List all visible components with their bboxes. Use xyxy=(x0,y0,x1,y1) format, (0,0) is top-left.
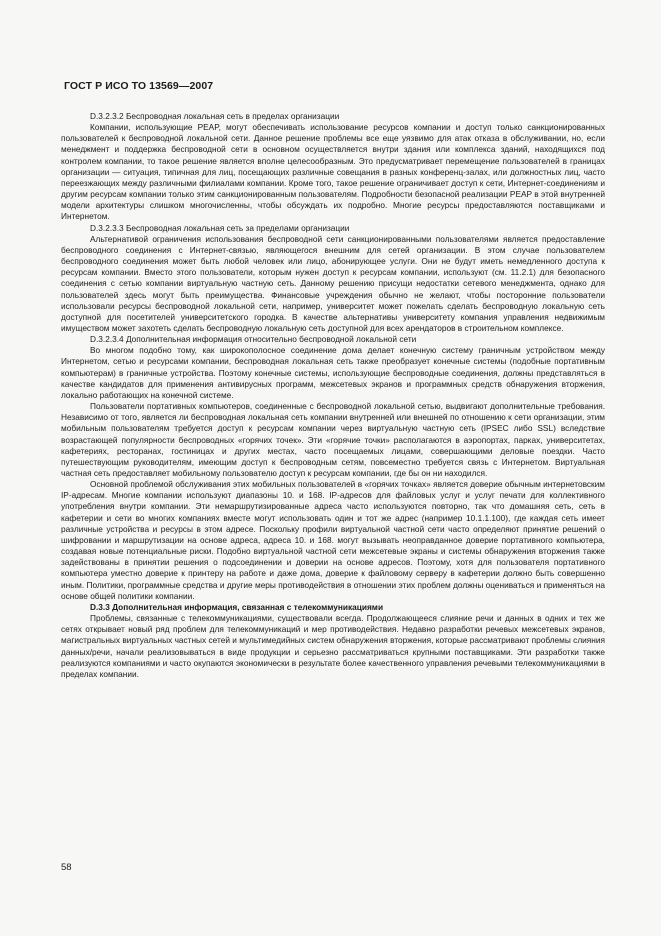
page-header: ГОСТ Р ИСО ТО 13569—2007 xyxy=(64,80,214,92)
paragraph: Основной проблемой обслуживания этих мобильных пользователей в «горячих точках» является доверие обычным интернетовским IP-адресам. Многие компании используют диапазоны 10. и 168. IP-адресов для файловых услуг и услуг печати для коллективного употребления внутри компании. Эти немаршрутизированные адреса часто используются повторно, так что домашняя сеть, сеть в кафетерии и сети во многих компаниях вместе могут использовать один и тот же адрес (например 10.1.1.100), где каждая сеть имеет различные устройства и ресурсы в этом адресе. Поскольку профили виртуальной частной сети часто определяют принятие решений о шифровании и маршрутизации на основе адреса, адреса 10. и 168. могут вызывать неоправданное доверие портативного компьютера, создавая новые потенциальные риски. Подобно виртуальной частной сети межсетевые экраны и системы обнаружения вторжения также задействованы в принятии решения о подсоединении и доверии на основе адресов. Поэтому, хотя для пользователя портативного компьютера уместно доверие к принтеру на работе и даже дома, доверие к файловому серверу в кафетерии должно быть совершенно иным. Политики, программные средства и другие меры противодействия в отношении этих проблем должны оцениваться и применяться на основе общей политики компании. xyxy=(61,479,605,601)
page-number: 58 xyxy=(61,862,72,873)
paragraph: Пользователи портативных компьютеров, соединенные с беспроводной локальной сетью, выдвигают дополнительные требования. Независимо от того, является ли беспроводная локальная сеть компании внутренней или внешней по отношению к сети организации, этим мобильным пользователям требуется доступ к ресурсам компании через виртуальную частную сеть (IPSEC либо SSL) вследствие возрастающей популярности беспроводных «горячих точек». Эти «горячие точки» располагаются в аэропортах, парках, университетах, кафетериях, ресторанах, гостиницах и других местах, часто посещаемых лицами, совершающими деловые поездки. Часто путешествующим руководителям, имеющим доступ к беспроводным сетям, повсеместно требуется связь с Интернетом. Виртуальная частная сеть предоставляет мобильному пользователю доступ к ресурсам компании, где бы он ни находился. xyxy=(61,401,605,478)
section-heading: D.3.2.3.2 Беспроводная локальная сеть в пределах организации xyxy=(90,111,340,121)
document-body xyxy=(61,111,605,680)
paragraph: Компании, использующие PEAP, могут обеспечивать использование ресурсов компании и доступ только санкционированных пользователей к беспроводной локальной сети. Данное решение проблемы все еще уязвимо для атак отказа в обслуживании, но, если менеджмент и поддержка беспроводной сети в основном осуществляется внутри здания или комплекса зданий, находящихся под контролем компании, то такое решение является вполне целесообразным. Это предусматривает перемещение пользователей в границах организации — ситуация, типичная для лиц, посещающих различные совещания в разных конференц-залах, или должностных лиц, часто переезжающих между различными филиалами компании. Кроме того, такое решение ограничивает доступ к сети, Интернет-соединениям и другим ресурсам компании только этим санкционированным пользователям. Подробности безопасной реализации PEAP в этой внутренней модели архитектуры слишком многочисленны, чтобы обсуждать их подробно. Многие ресурсы предоставляются поставщиками и Интернетом. xyxy=(61,122,605,222)
section-heading-bold: D.3.3 Дополнительная информация, связанная с телекоммуникациями xyxy=(90,601,384,612)
section-heading: D.3.2.3.4 Дополнительная информация относительно беспроводной локальной сети xyxy=(90,334,417,345)
paragraph: Во многом подобно тому, как широкополосное соединение дома делает конечную систему граничным устройством между Интернетом, сетью и ресурсами компании, беспроводная локальная сеть также преобразует конечные системы (подобные портативным компьютерам) в граничные устройства. Поэтому конечные системы, использующие беспроводные соединения, должны представляться в качестве кандидатов для применения антивирусных программ, межсетевых экранов и программных средств обнаружения вторжения, локально работающих на конечной системе. xyxy=(61,345,605,400)
section-heading: D.3.2.3.3 Беспроводная локальная сеть за пределами организации xyxy=(90,222,350,233)
paragraph: Проблемы, связанные с телекоммуникациями, существовали всегда. Продолжающееся слияние речи и данных в одних и тех же сетях открывает новый ряд проблем для телекоммуникаций и мер противодействия. Недавно разработки речевых межсетевых экранов, магистральных виртуальных частных сетей и мультимедийных систем обнаружения вторжения, которые рассматривают проблемы слияния данных/речи, начали реализовываться в виде продукции и серьезно рассматриваться крупными поставщиками. Эти разработки также реализуются компаниями и часто окупаются экономически в результате более качественного управления речевыми телекоммуникациями в пределах компании. xyxy=(61,613,605,679)
paragraph: Альтернативой ограничения использования беспроводной сети санкционированными пользователями является предоставление беспроводного соединения с Интернет-связью, являющегося внешним для сетей организации. В этом случае пользователем беспроводного соединения может быть любой человек или лицо, абонирующее услуги. Они не будут иметь немедленного доступа к ресурсам компании. Вместо этого пользователи, которым нужен доступ к ресурсам компании, используют (см. 11.2.1) для безопасного соединения с сетью компании виртуальную частную сеть. Данному решению присущи недостатки сетевого менеджмента, однако для пользователей здесь могут быть преимущества. Финансовые учреждения обычно не желают, чтобы посторонние пользователи использовали ресурсы беспроводной локальной сети, например, университет может пожелать сделать беспроводную локальную сеть доступной для посетителей университетского городка. В качестве альтернативы университету компания управления недвижимым имуществом может захотеть сделать беспроводную локальную сеть доступной для всех арендаторов в строительном комплексе. xyxy=(61,233,605,333)
